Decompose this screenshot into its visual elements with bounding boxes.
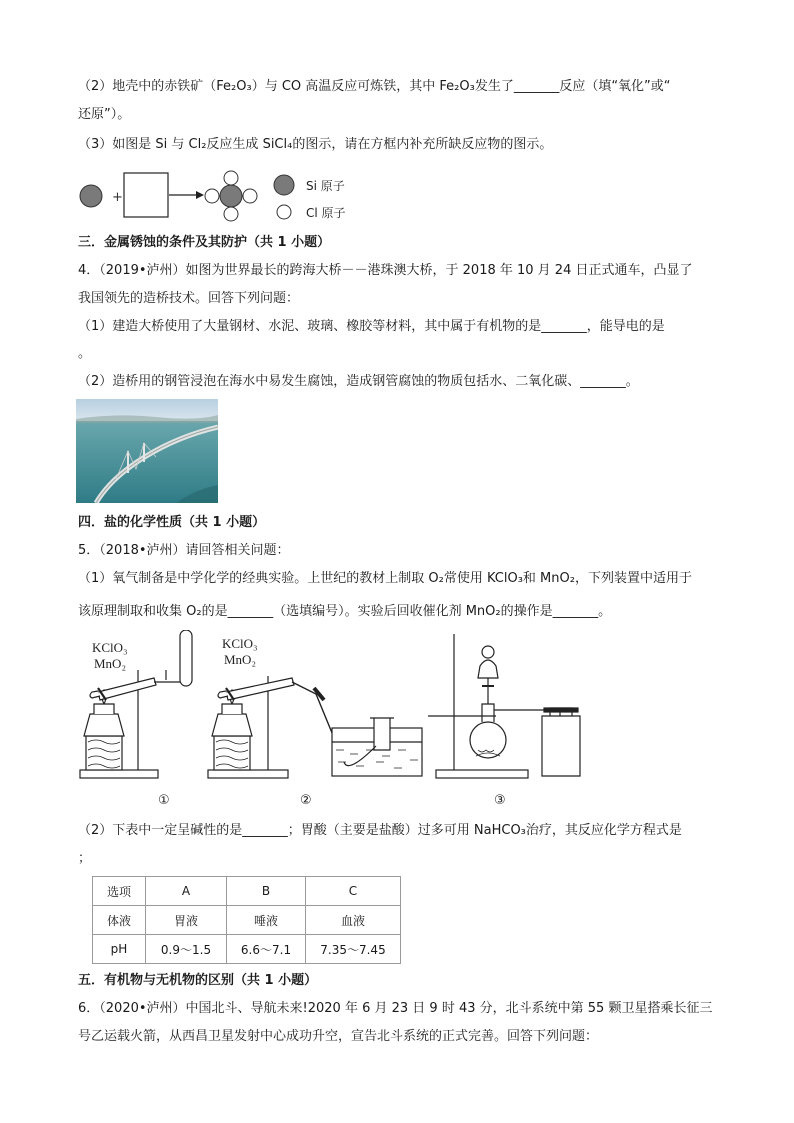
table-cell: 7.35～7.45 bbox=[306, 935, 401, 964]
bridge-photo bbox=[76, 399, 218, 503]
table-cell: pH bbox=[93, 935, 146, 964]
si-atom-reactant bbox=[80, 185, 102, 207]
q5-part1-line1: （1）氧气制备是中学化学的经典实验。上世纪的教材上制取 O₂常使用 KClO₃和 MnO₂，下列装置中适用于 bbox=[78, 571, 692, 586]
q5-part1-line2: 该原理制取和收集 O₂的是_______（选填编号）。实验后回收催化剂 MnO₂的操作是_______。 bbox=[78, 604, 612, 619]
reaction-figure bbox=[76, 168, 376, 226]
section5-title: 五．有机物与无机物的区别（共 1 小题） bbox=[78, 973, 318, 988]
q4-line2: 我国领先的造桥技术。回答下列问题： bbox=[78, 291, 300, 306]
cl-atom-left bbox=[205, 189, 219, 203]
q6-line2: 号乙运载火箭，从西昌卫星发射中心成功升空，宣告北斗系统的正式完善。回答下列问题： bbox=[78, 1029, 599, 1044]
apparatus-figure bbox=[76, 630, 596, 810]
table-row bbox=[93, 877, 401, 906]
ph-table bbox=[92, 876, 401, 964]
answer-box[interactable] bbox=[124, 173, 168, 217]
q4-part1-line1: （1）建造大桥使用了大量钢材、水泥、玻璃、橡胶等材料，其中属于有机物的是_______，能导电的是 bbox=[78, 319, 665, 334]
q5-part2-line1: （2）下表中一定呈碱性的是_______；胃酸（主要是盐酸）过多可用 NaHCO₃治疗，其反应化学方程式是 bbox=[78, 823, 682, 838]
q5-line1: 5．（2018•泸州）请回答相关问题： bbox=[78, 543, 290, 558]
apparatus1-reagent1: KClO₃ bbox=[92, 640, 128, 655]
legend-cl-icon bbox=[277, 205, 291, 219]
apparatus2-label: ② bbox=[300, 793, 312, 808]
q3-part2-line2: 还原”）。 bbox=[78, 107, 131, 122]
q5-part2-line2: ； bbox=[78, 851, 92, 866]
cl-atom-bottom bbox=[224, 207, 238, 221]
table-cell: A bbox=[146, 877, 227, 906]
cl-atom-right bbox=[243, 189, 257, 203]
apparatus2-reagent1: KClO₃ bbox=[222, 636, 258, 651]
arrow-head-icon bbox=[196, 191, 204, 199]
apparatus3-label: ③ bbox=[494, 793, 506, 808]
q4-line1: 4．（2019•泸州）如图为世界最长的跨海大桥－－港珠澳大桥，于 2018 年 10 月 24 日正式通车，凸显了 bbox=[78, 263, 693, 278]
table-cell: 胃液 bbox=[146, 906, 227, 935]
section4-title: 四．盐的化学性质（共 1 小题） bbox=[78, 515, 266, 530]
table-cell: B bbox=[227, 877, 306, 906]
apparatus1-reagent2: MnO₂ bbox=[94, 656, 126, 671]
table-row bbox=[93, 906, 401, 935]
table-cell: 0.9～1.5 bbox=[146, 935, 227, 964]
legend-cl-label: Cl 原子 bbox=[306, 206, 346, 220]
q6-line1: 6．（2020•泸州）中国北斗、导航未来!2020 年 6 月 23 日 9 时 43 分，北斗系统中第 55 颗卫星搭乘长征三 bbox=[78, 1001, 713, 1016]
section3-title: 三．金属锈蚀的条件及其防护（共 1 小题） bbox=[78, 235, 331, 250]
legend-si-icon bbox=[274, 175, 294, 195]
apparatus-2 bbox=[208, 676, 422, 778]
q4-part2: （2）造桥用的钢管浸泡在海水中易发生腐蚀，造成钢管腐蚀的物质包括水、二氧化碳、_______。 bbox=[78, 374, 639, 389]
q4-part1-line2: 。 bbox=[78, 346, 92, 361]
apparatus-3 bbox=[428, 634, 580, 778]
table-cell: 体液 bbox=[93, 906, 146, 935]
apparatus2-reagent2: MnO₂ bbox=[224, 652, 256, 667]
table-cell: 血液 bbox=[306, 906, 401, 935]
table-cell: C bbox=[306, 877, 401, 906]
legend-si-label: Si 原子 bbox=[306, 179, 345, 193]
apparatus1-label: ① bbox=[158, 793, 170, 808]
q3-part2-line1: （2）地壳中的赤铁矿（Fe₂O₃）与 CO 高温反应可炼铁，其中 Fe₂O₃发生了_______反应（填“氧化”或“ bbox=[78, 79, 671, 94]
cl-atom-top bbox=[224, 171, 238, 185]
si-atom-product bbox=[220, 185, 242, 207]
q3-part3-line1: （3）如图是 Si 与 Cl₂反应生成 SiCl₄的图示，请在方框内补充所缺反应物的图示。 bbox=[78, 137, 553, 152]
plus-sign: + bbox=[112, 190, 123, 205]
table-cell: 6.6～7.1 bbox=[227, 935, 306, 964]
table-row bbox=[93, 935, 401, 964]
table-cell: 唾液 bbox=[227, 906, 306, 935]
table-cell: 选项 bbox=[93, 877, 146, 906]
